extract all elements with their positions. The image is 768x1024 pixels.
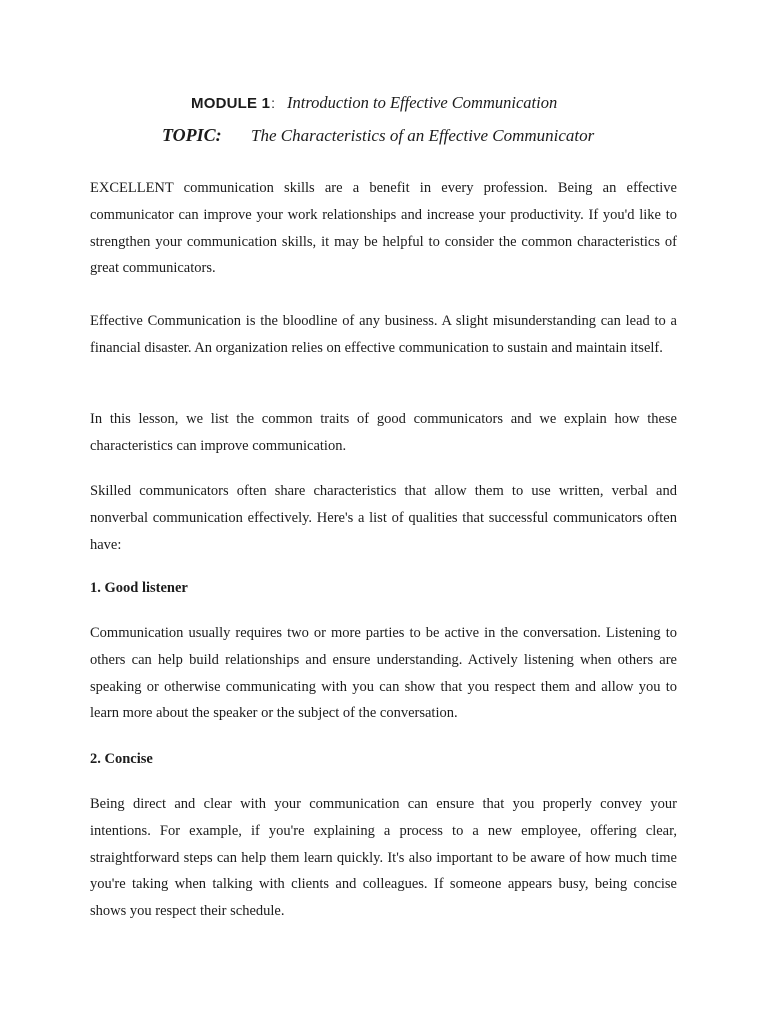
module-title: Introduction to Effective Communication <box>287 93 558 112</box>
topic-title: The Characteristics of an Effective Communicator <box>251 126 595 145</box>
good-listener-paragraph: Communication usually requires two or more parties to be active in the conversation. Listening to others can help build relationships and ensure understanding. Actively listening when others are speaking or otherwise communicating with you can show that you respect them and allow you to learn more about the speaker or the subject of the conversation. <box>90 625 677 722</box>
intro-paragraph: EXCELLENT communication skills are a benefit in every profession. Being an effective communicator can improve your work relationships and increase your productivity. If you'd like to strengthen your communication skills, it may be helpful to consider the common characteristics of great communicators. <box>90 180 677 277</box>
topic-header <box>162 125 595 146</box>
section-heading-concise: 2. Concise <box>90 751 153 767</box>
module-label: MODULE 1 <box>191 95 271 112</box>
topic-label: TOPIC: <box>162 125 222 145</box>
lesson-paragraph: In this lesson, we list the common traits of good communicators and we explain how these characteristics can improve communication. <box>90 411 677 454</box>
section-heading-good-listener: 1. Good listener <box>90 580 188 596</box>
concise-paragraph: Being direct and clear with your communication can ensure that you properly convey your intentions. For example, if you're explaining a process to a new employee, offering clear, straightforward steps can help them learn quickly. It's also important to be aware of how much time you're taking when talking with clients and colleagues. If someone appears busy, being concise shows you respect their schedule. <box>90 796 677 920</box>
module-header <box>191 93 557 113</box>
module-colon: : <box>271 95 275 111</box>
qualities-paragraph: Skilled communicators often share characteristics that allow them to use written, verbal and nonverbal communication effectively. Here's a list of qualities that successful communicators often have: <box>90 483 677 553</box>
business-paragraph: Effective Communication is the bloodline of any business. A slight misunderstanding can lead to a financial disaster. An organization relies on effective communication to sustain and maintain itself. <box>90 313 677 356</box>
